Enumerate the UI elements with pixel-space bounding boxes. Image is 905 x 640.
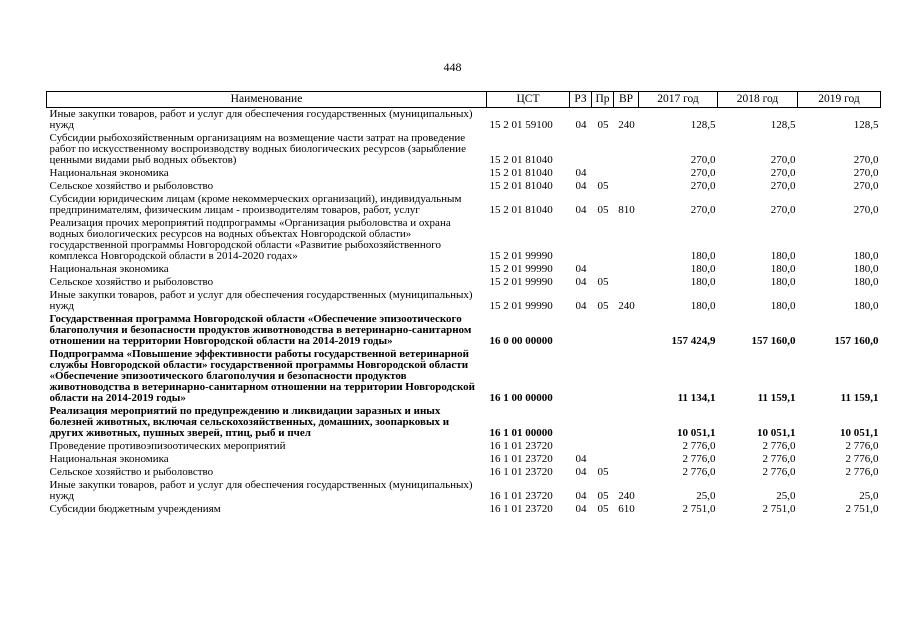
value-2018-cell: 2 751,0 (762, 503, 796, 515)
rz-cell: 04 (575, 466, 587, 478)
table-row (47, 503, 881, 516)
value-2018-cell: 270,0 (770, 204, 796, 216)
table-row (47, 453, 881, 466)
column-header-vr: ВР (614, 92, 639, 108)
value-2017-cell: 2 776,0 (682, 453, 716, 465)
vr-cell (614, 167, 639, 180)
name-cell: Субсидии юридическим лицам (кроме некоммерческих организаций), индивидуальным предпринимателям, физическим лицам - производителям товаров, работ, услуг (49, 193, 462, 216)
table-row (47, 108, 881, 133)
value-2017-cell: 25,0 (696, 490, 716, 502)
cst-cell: 15 2 01 81040 (489, 204, 553, 216)
table-row (47, 440, 881, 453)
name-cell: Национальная экономика (49, 263, 169, 275)
value-2017-cell: 10 051,1 (677, 427, 716, 439)
value-2017-cell: 270,0 (690, 167, 716, 179)
cst-cell: 16 1 01 00000 (489, 427, 553, 439)
column-header-pr: Пр (592, 92, 614, 108)
cst-cell: 15 2 01 81040 (489, 154, 553, 166)
table-row (47, 193, 881, 217)
value-2017-cell: 270,0 (690, 204, 716, 216)
vr-cell (614, 348, 639, 405)
pr-cell (592, 313, 614, 348)
rz-cell: 04 (575, 204, 587, 216)
value-2019-cell: 180,0 (853, 276, 879, 288)
value-2019-cell: 10 051,1 (840, 427, 879, 439)
value-2018-cell: 180,0 (770, 300, 796, 312)
pr-cell (592, 453, 614, 466)
value-2019-cell: 180,0 (853, 300, 879, 312)
value-2019-cell: 270,0 (853, 180, 879, 192)
vr-cell (614, 440, 639, 453)
column-header-name: Наименование (47, 92, 487, 108)
rz-cell: 04 (575, 263, 587, 275)
rz-cell: 04 (575, 490, 587, 502)
name-cell: Субсидии бюджетным учреждениям (49, 503, 221, 515)
pr-cell (592, 132, 614, 167)
value-2017-cell: 180,0 (690, 263, 716, 275)
value-2018-cell: 157 160,0 (751, 335, 796, 347)
value-2018-cell: 270,0 (770, 167, 796, 179)
cst-cell: 15 2 01 59100 (489, 119, 553, 131)
pr-cell: 05 (597, 204, 609, 216)
value-2018-cell: 180,0 (770, 276, 796, 288)
cst-cell: 15 2 01 99990 (489, 250, 553, 262)
name-cell: Проведение противоэпизоотических мероприятий (49, 440, 286, 452)
vr-cell (614, 276, 639, 289)
pr-cell: 05 (597, 180, 609, 192)
value-2019-cell: 11 159,1 (840, 392, 879, 404)
value-2017-cell: 2 776,0 (682, 466, 716, 478)
name-cell: Реализация мероприятий по предупреждению и ликвидации заразных и иных болезней животных, включая сельскохозяйственных, домашних, зоопарковых и других животных, пушных зверей, птиц, рыб и пчел (49, 405, 450, 439)
column-header-2018: 2018 год (718, 92, 798, 108)
rz-cell: 04 (575, 119, 587, 131)
table-row (47, 405, 881, 440)
value-2018-cell: 25,0 (776, 490, 796, 502)
rz-cell: 04 (575, 300, 587, 312)
value-2017-cell: 2 776,0 (682, 440, 716, 452)
pr-cell: 05 (597, 276, 609, 288)
vr-cell (614, 466, 639, 479)
rz-cell (570, 348, 592, 405)
value-2019-cell: 270,0 (853, 154, 879, 166)
value-2018-cell: 270,0 (770, 180, 796, 192)
table-row (47, 217, 881, 263)
table-row (47, 167, 881, 180)
vr-cell: 810 (618, 204, 635, 216)
pr-cell (592, 217, 614, 263)
cst-cell: 15 2 01 99990 (489, 300, 553, 312)
table-row (47, 180, 881, 193)
vr-cell (614, 132, 639, 167)
cst-cell: 16 1 01 23720 (489, 503, 553, 515)
value-2019-cell: 2 776,0 (845, 466, 879, 478)
table-row (47, 479, 881, 503)
value-2017-cell: 128,5 (690, 119, 716, 131)
name-cell: Сельское хозяйство и рыболовство (49, 466, 214, 478)
vr-cell (614, 313, 639, 348)
value-2018-cell: 10 051,1 (757, 427, 796, 439)
name-cell: Субсидии рыбохозяйственным организациям на возмещение части затрат на проведение работ по искусственному воспроизводству водных биологических ресурсов (зарыбление ценными видами рыб водных объектов) (49, 132, 466, 166)
table-row (47, 276, 881, 289)
cst-cell: 15 2 01 99990 (489, 263, 553, 275)
table-body (47, 108, 881, 517)
vr-cell: 240 (618, 490, 635, 502)
pr-cell: 05 (597, 466, 609, 478)
vr-cell (614, 263, 639, 276)
name-cell: Подпрограмма «Повышение эффективности работы государственной ветеринарной службы Новгородской области» государственной программы Новгородской области «Обеспечение эпизоотического благополучия и безопасности продуктов животноводства в ветеринарно-санитарном отношении на территории Новгородской области на 2014-2019 годы» (49, 348, 476, 404)
cst-cell: 16 1 01 23720 (489, 440, 553, 452)
value-2019-cell: 2 751,0 (845, 503, 879, 515)
pr-cell (592, 263, 614, 276)
value-2017-cell: 180,0 (690, 276, 716, 288)
rz-cell: 04 (575, 503, 587, 515)
vr-cell (614, 453, 639, 466)
table-row (47, 466, 881, 479)
value-2018-cell: 180,0 (770, 250, 796, 262)
rz-cell: 04 (575, 167, 587, 179)
table-row (47, 289, 881, 313)
value-2018-cell: 180,0 (770, 263, 796, 275)
value-2017-cell: 180,0 (690, 250, 716, 262)
vr-cell (614, 180, 639, 193)
vr-cell (614, 405, 639, 440)
name-cell: Сельское хозяйство и рыболовство (49, 276, 214, 288)
value-2019-cell: 2 776,0 (845, 440, 879, 452)
name-cell: Национальная экономика (49, 167, 169, 179)
name-cell: Национальная экономика (49, 453, 169, 465)
vr-cell: 240 (618, 300, 635, 312)
cst-cell: 15 2 01 99990 (489, 276, 553, 288)
rz-cell (570, 405, 592, 440)
value-2019-cell: 270,0 (853, 167, 879, 179)
rz-cell: 04 (575, 276, 587, 288)
value-2019-cell: 25,0 (859, 490, 879, 502)
value-2017-cell: 270,0 (690, 154, 716, 166)
cst-cell: 16 1 01 23720 (489, 453, 553, 465)
pr-cell: 05 (597, 300, 609, 312)
rz-cell (570, 217, 592, 263)
value-2019-cell: 270,0 (853, 204, 879, 216)
budget-table (46, 91, 881, 516)
rz-cell (570, 440, 592, 453)
value-2018-cell: 2 776,0 (762, 466, 796, 478)
cst-cell: 16 1 01 23720 (489, 466, 553, 478)
pr-cell: 05 (597, 490, 609, 502)
pr-cell (592, 348, 614, 405)
pr-cell (592, 167, 614, 180)
pr-cell (592, 440, 614, 453)
cst-cell: 15 2 01 81040 (489, 167, 553, 179)
column-header-2019: 2019 год (798, 92, 881, 108)
value-2017-cell: 11 134,1 (677, 392, 716, 404)
value-2018-cell: 2 776,0 (762, 440, 796, 452)
name-cell: Реализация прочих мероприятий подпрограммы «Организация рыболовства и охрана водных биологических ресурсов на водных объектах Новгородской области» государственной программы Новгородской области «Развитие рыбохозяйственного комплекса Новгородской области в 2014-2020 годах» (49, 217, 451, 262)
column-header-rz: РЗ (570, 92, 592, 108)
value-2017-cell: 180,0 (690, 300, 716, 312)
value-2018-cell: 270,0 (770, 154, 796, 166)
value-2018-cell: 128,5 (770, 119, 796, 131)
column-header-2017: 2017 год (639, 92, 718, 108)
pr-cell (592, 405, 614, 440)
pr-cell: 05 (597, 119, 609, 131)
cst-cell: 15 2 01 81040 (489, 180, 553, 192)
name-cell: Иные закупки товаров, работ и услуг для обеспечения государственных (муниципальных) нужд (49, 108, 473, 131)
value-2017-cell: 2 751,0 (682, 503, 716, 515)
value-2019-cell: 157 160,0 (834, 335, 879, 347)
pr-cell: 05 (597, 503, 609, 515)
value-2019-cell: 180,0 (853, 263, 879, 275)
value-2019-cell: 128,5 (853, 119, 879, 131)
table-row (47, 313, 881, 348)
rz-cell: 04 (575, 180, 587, 192)
vr-cell (614, 217, 639, 263)
rz-cell (570, 132, 592, 167)
value-2017-cell: 270,0 (690, 180, 716, 192)
vr-cell: 240 (618, 119, 635, 131)
name-cell: Государственная программа Новгородской области «Обеспечение эпизоотического благополучия и безопасности продуктов животноводства в ветеринарно-санитарном отношении на территории Новгородской области на 2014-2019 годы» (49, 313, 472, 347)
vr-cell: 610 (618, 503, 635, 515)
value-2018-cell: 2 776,0 (762, 453, 796, 465)
rz-cell (570, 313, 592, 348)
value-2017-cell: 157 424,9 (671, 335, 716, 347)
table-row (47, 132, 881, 167)
name-cell: Сельское хозяйство и рыболовство (49, 180, 214, 192)
cst-cell: 16 1 01 23720 (489, 490, 553, 502)
column-header-cst: ЦСТ (487, 92, 570, 108)
value-2019-cell: 2 776,0 (845, 453, 879, 465)
table-header-row (47, 92, 881, 108)
name-cell: Иные закупки товаров, работ и услуг для обеспечения государственных (муниципальных) нужд (49, 289, 473, 312)
value-2019-cell: 180,0 (853, 250, 879, 262)
table-row (47, 263, 881, 276)
table-row (47, 348, 881, 405)
name-cell: Иные закупки товаров, работ и услуг для обеспечения государственных (муниципальных) нужд (49, 479, 473, 502)
page-number: 448 (443, 60, 462, 74)
rz-cell: 04 (575, 453, 587, 465)
cst-cell: 16 1 00 00000 (489, 392, 553, 404)
value-2018-cell: 11 159,1 (757, 392, 796, 404)
cst-cell: 16 0 00 00000 (489, 335, 553, 347)
